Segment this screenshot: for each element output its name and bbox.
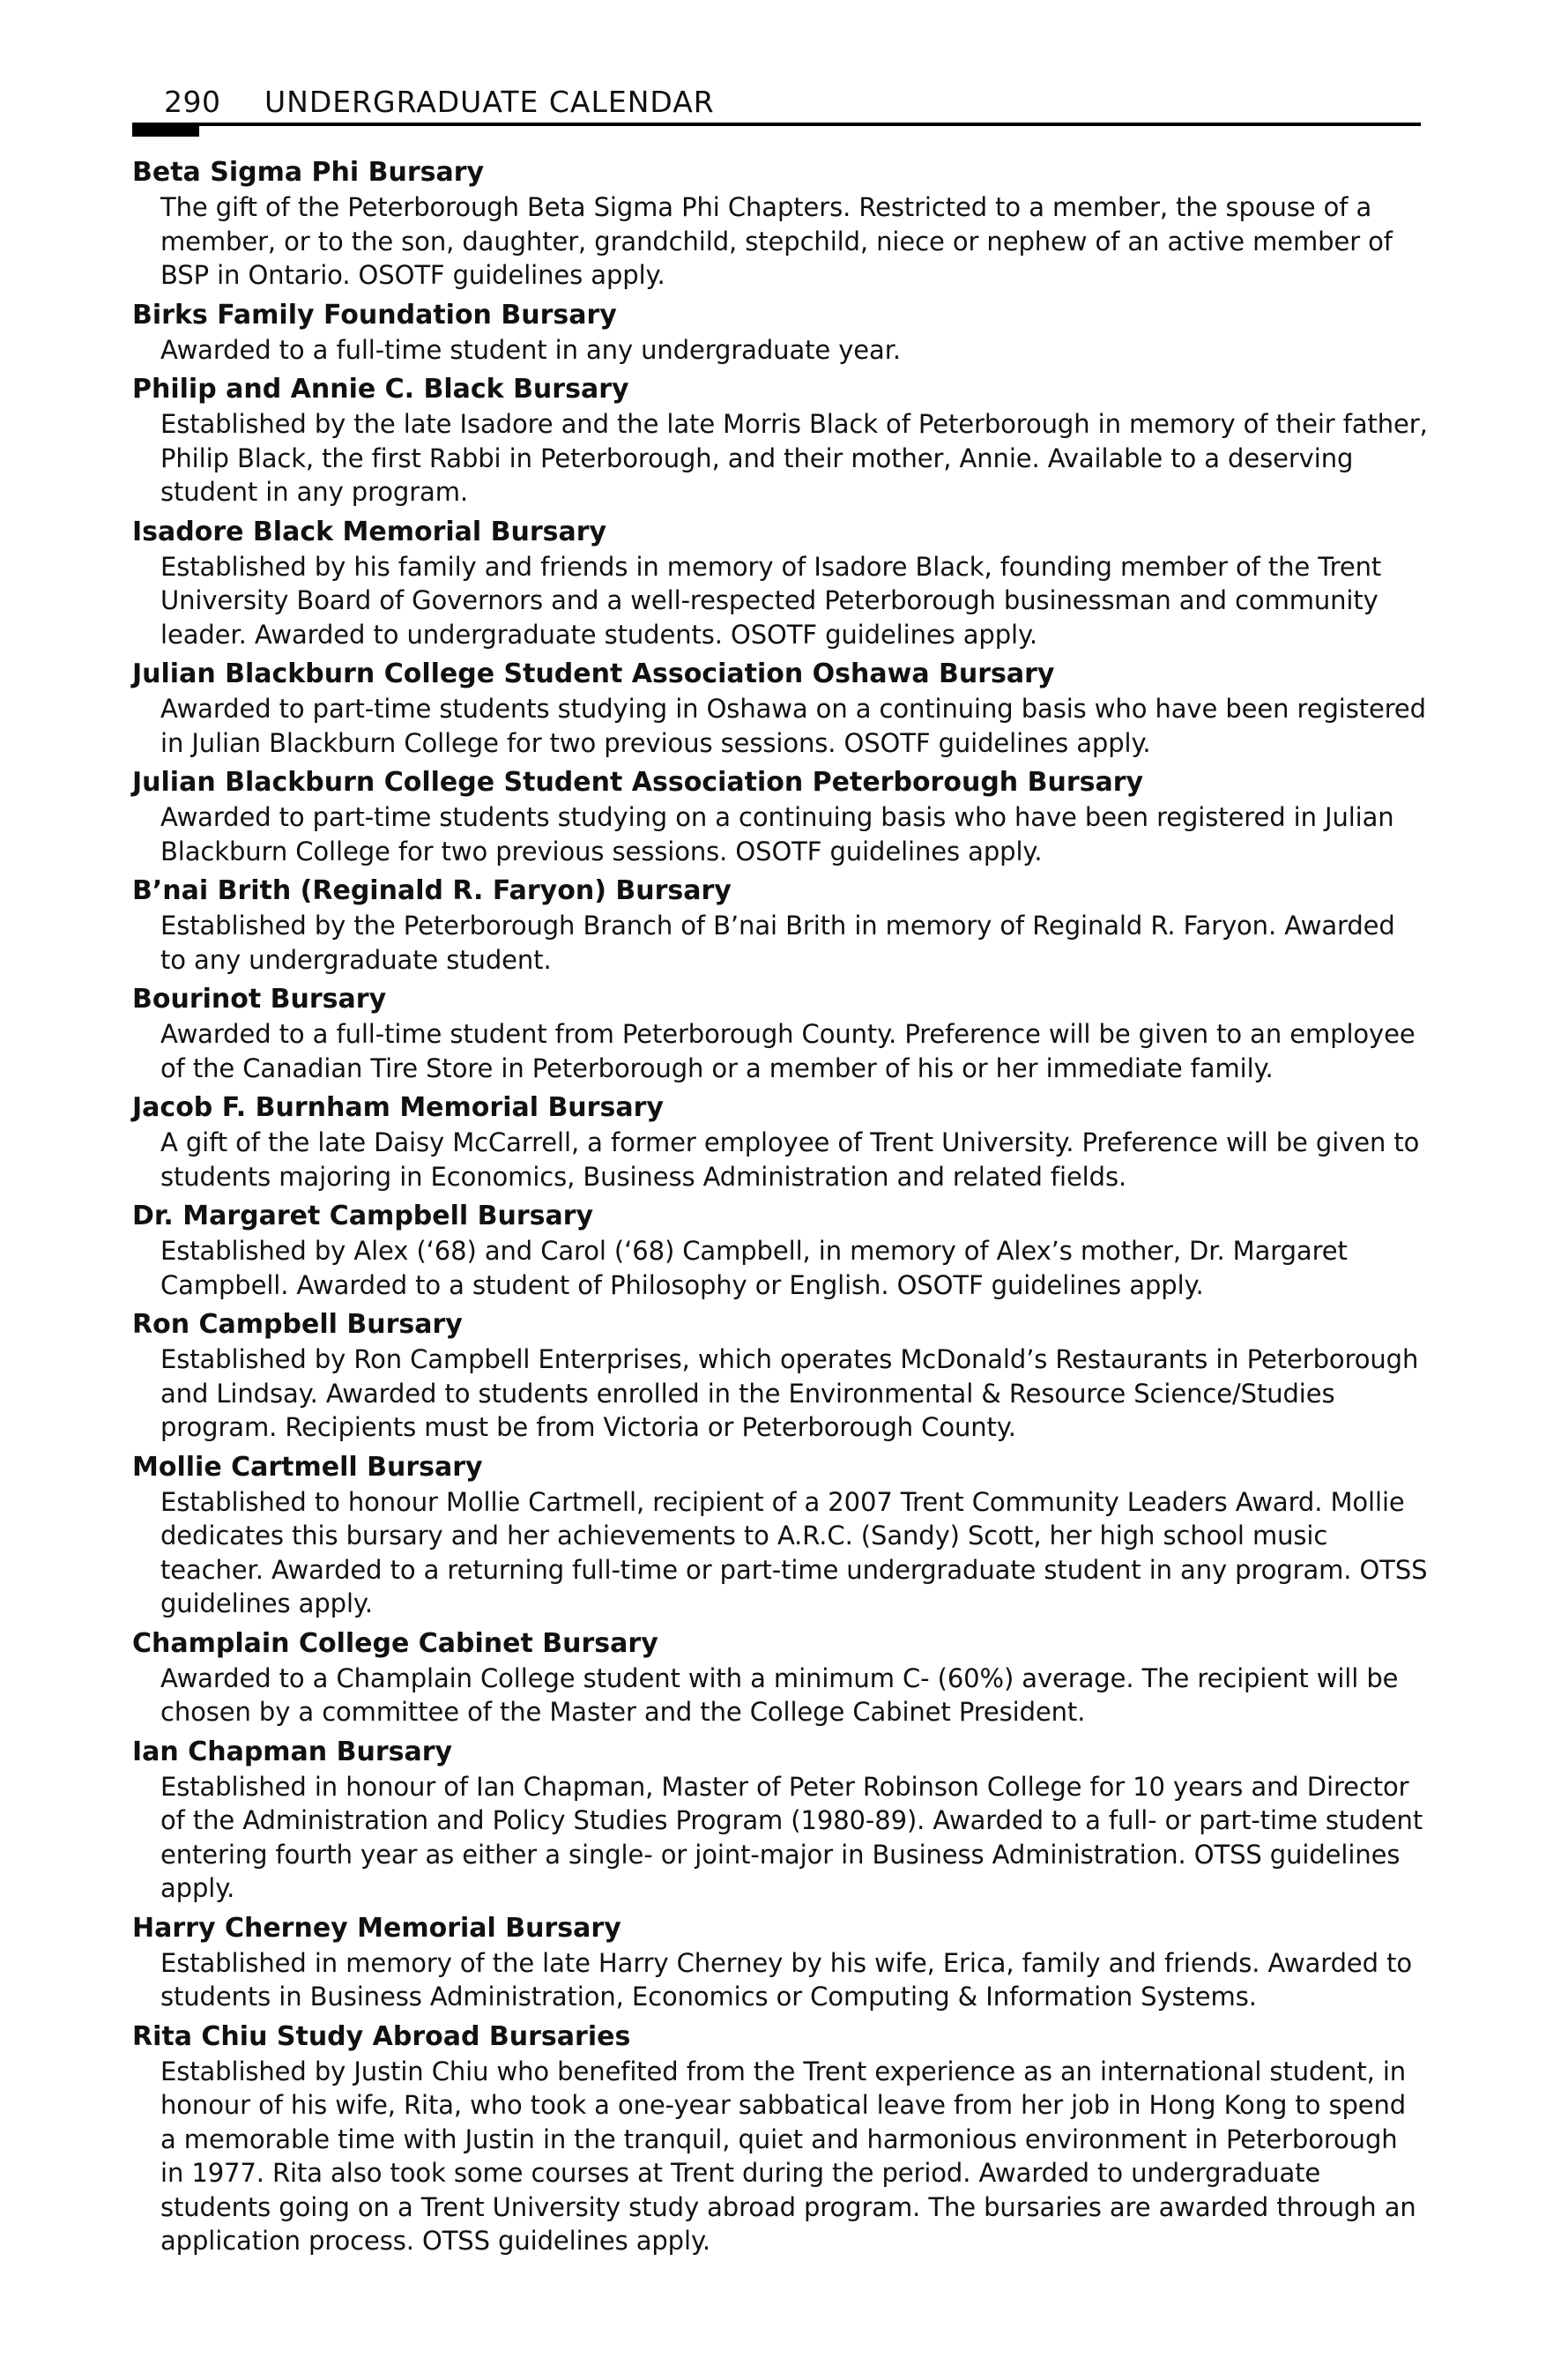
bursary-entry xyxy=(132,1735,1428,1906)
bursary-entry xyxy=(132,1626,1428,1729)
bursary-title: Beta Sigma Phi Bursary xyxy=(132,157,485,188)
bursary-description: Established by Alex (‘68) and Carol (‘68) Campbell, in memory of Alex’s mother, Dr. Margaret Campbell. Awarded to a student of Philosophy or English. OSOTF guidelines apply. xyxy=(160,1236,1348,1300)
bursary-description: Established in honour of Ian Chapman, Master of Peter Robinson College for 10 years and Director of the Administration and Policy Studies Program (1980-89). Awarded to a full- or part-time student entering fourth year as either a single- or joint-major in Business Administration. OTSS guidelines apply. xyxy=(160,1771,1423,1903)
bursary-title: Isadore Black Memorial Bursary xyxy=(132,516,607,547)
page-number: 290 xyxy=(164,85,221,119)
page-heading: UNDERGRADUATE CALENDAR xyxy=(264,85,715,119)
bursary-title: Birks Family Foundation Bursary xyxy=(132,299,617,331)
bursary-entry xyxy=(132,515,1428,652)
bursary-description: The gift of the Peterborough Beta Sigma Phi Chapters. Restricted to a member, the spouse of a member, or to the son, daughter, grandchild, stepchild, niece or nephew of an active member of BSP in Ontario. OSOTF guidelines apply. xyxy=(160,192,1393,290)
bursary-description: Established by his family and friends in memory of Isadore Black, founding member of the Trent University Board of Governors and a well-respected Peterborough businessman and community leader. Awarded to undergraduate students. OSOTF guidelines apply. xyxy=(160,551,1382,650)
bursary-title: B’nai Brith (Reginald R. Faryon) Bursary xyxy=(132,875,732,906)
bursary-description: Awarded to part-time students studying on a continuing basis who have been registered in Julian Blackburn College for two previous sessions. OSOTF guidelines apply. xyxy=(160,802,1394,866)
bursary-entry xyxy=(132,1090,1428,1194)
bursary-description: Established by Ron Campbell Enterprises, which operates McDonald’s Restaurants in Peterborough and Lindsay. Awarded to students enrolled in the Environmental & Resource Science/Studies program. Recipients must be from Victoria or Peterborough County. xyxy=(160,1344,1419,1442)
bursary-title: Bourinot Bursary xyxy=(132,984,387,1015)
bursary-title: Ron Campbell Bursary xyxy=(132,1309,463,1340)
bursary-entry xyxy=(132,155,1428,293)
bursary-title: Ian Chapman Bursary xyxy=(132,1736,453,1767)
header-rule xyxy=(132,123,1421,126)
bursary-title: Jacob F. Burnham Memorial Bursary xyxy=(132,1092,664,1123)
bursary-description: Established to honour Mollie Cartmell, recipient of a 2007 Trent Community Leaders Award. Mollie dedicates this bursary and her achievements to A.R.C. (Sandy) Scott, her high school music teacher. Awarded to a returning full-time or part-time undergraduate student in any program. OTSS guidelines apply. xyxy=(160,1486,1428,1618)
bursary-description: Established by the late Isadore and the late Morris Black of Peterborough in memory of their father, Philip Black, the first Rabbi in Peterborough, and their mother, Annie. Available to a deserving student in any program. xyxy=(160,409,1428,507)
bursary-title: Julian Blackburn College Student Association Peterborough Bursary xyxy=(132,767,1144,798)
bursary-entry xyxy=(132,982,1428,1085)
bursary-entry xyxy=(132,874,1428,977)
page-header xyxy=(132,72,1421,136)
bursary-title: Julian Blackburn College Student Association Oshawa Bursary xyxy=(132,658,1055,689)
bursary-entry xyxy=(132,1307,1428,1445)
bursary-entry xyxy=(132,1199,1428,1302)
bursary-entry xyxy=(132,765,1428,868)
bursary-description: Established by Justin Chiu who benefited from the Trent experience as an international student, in honour of his wife, Rita, who took a one-year sabbatical leave from her job in Hong Kong to spend a memorable time with Justin in the tranquil, quiet and harmonious environment in Peterborough in 1977. Rita also took some courses at Trent during the period. Awarded to undergraduate students going on a Trent University study abroad program. The bursaries are awarded through an application process. OTSS guidelines apply. xyxy=(160,2056,1416,2256)
bursary-title: Champlain College Cabinet Bursary xyxy=(132,1627,658,1659)
bursary-entry xyxy=(132,1911,1428,2014)
header-tab-marker xyxy=(132,124,199,137)
bursary-description: Awarded to a Champlain College student with a minimum C- (60%) average. The recipient will be chosen by a committee of the Master and the College Cabinet President. xyxy=(160,1662,1399,1727)
bursary-entry xyxy=(132,1450,1428,1621)
bursary-description: Awarded to a full-time student from Peterborough County. Preference will be given to an employee of the Canadian Tire Store in Peterborough or a member of his or her immediate family. xyxy=(160,1019,1416,1083)
bursary-description: Established in memory of the late Harry Cherney by his wife, Erica, family and friends. Awarded to students in Business Administration, Economics or Computing & Information Systems. xyxy=(160,1947,1413,2012)
bursary-title: Harry Cherney Memorial Bursary xyxy=(132,1912,621,1944)
bursary-title: Rita Chiu Study Abroad Bursaries xyxy=(132,2020,631,2052)
bursary-entry xyxy=(132,298,1428,368)
bursary-list xyxy=(132,155,1428,2264)
bursary-description: Awarded to part-time students studying in Oshawa on a continuing basis who have been registered in Julian Blackburn College for two previous sessions. OSOTF guidelines apply. xyxy=(160,694,1426,758)
bursary-title: Mollie Cartmell Bursary xyxy=(132,1451,483,1483)
bursary-description: Established by the Peterborough Branch of B’nai Brith in memory of Reginald R. Faryon. Awarded to any undergraduate student. xyxy=(160,911,1395,975)
bursary-description: Awarded to a full-time student in any undergraduate year. xyxy=(160,334,902,365)
bursary-entry xyxy=(132,372,1428,509)
bursary-entry xyxy=(132,657,1428,760)
bursary-entry xyxy=(132,2019,1428,2258)
bursary-title: Philip and Annie C. Black Bursary xyxy=(132,374,629,405)
bursary-title: Dr. Margaret Campbell Bursary xyxy=(132,1201,594,1231)
bursary-description: A gift of the late Daisy McCarrell, a former employee of Trent University. Preference will be given to students majoring in Economics, Business Administration and related fields. xyxy=(160,1127,1420,1192)
